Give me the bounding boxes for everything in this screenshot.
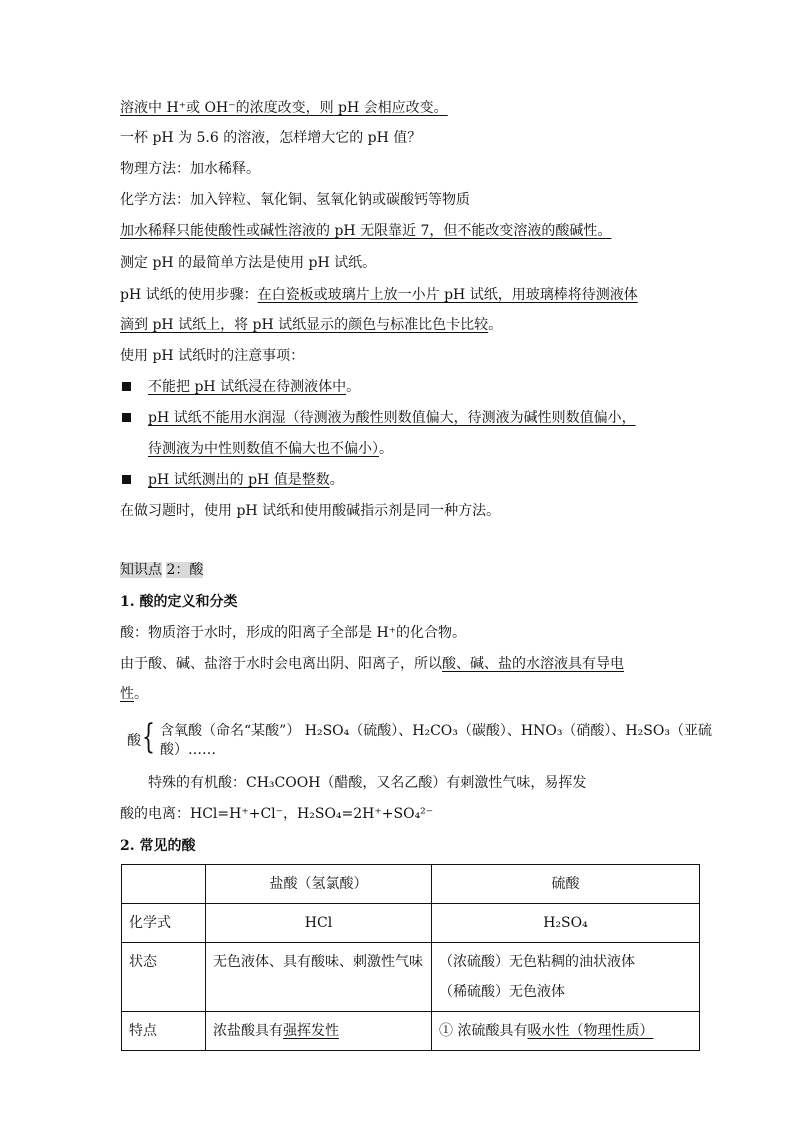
dilution-note-line: 加水稀释只能使酸性或碱性溶液的 pH 无限靠近 7，但不能改变溶液的酸碱性。 xyxy=(120,223,612,239)
ionization-line: 酸的电离：HCl=H⁺+Cl⁻，H₂SO₄=2H⁺+SO₄²⁻ xyxy=(120,806,434,822)
physical-method-line: 物理方法：加水稀释。 xyxy=(120,161,260,177)
table-cell-empty xyxy=(122,865,206,904)
oxyacid-line-2: 酸）…… xyxy=(160,742,216,758)
note-bullet-1: 不能把 pH 试纸浸在待测液体中。 xyxy=(148,379,361,395)
oxyacid-line-1: 含氧酸（命名“某酸”） H₂SO₄（硫酸）、H₂CO₃（碳酸）、HNO₃（硝酸）、H₂SO₃（亚硫 xyxy=(160,723,712,739)
ph-question-line: 一杯 pH 为 5.6 的溶液，怎样增大它的 pH 值？ xyxy=(120,130,422,146)
state-hcl: 无色液体、具有酸味、刺激性气味 xyxy=(206,943,432,1012)
ph-change-line: 溶液中 H⁺或 OH⁻的浓度改变，则 pH 会相应改变。 xyxy=(120,100,448,116)
state-h2so4 xyxy=(432,943,700,1012)
knowledge-point-heading: 知识点 2：酸 xyxy=(120,562,204,578)
square-bullet-icon xyxy=(122,382,131,391)
acid-definition-heading: 1. 酸的定义和分类 xyxy=(120,594,238,610)
acid-definition-line: 酸：物质溶于水时，形成的阳离子全部是 H⁺的化合物。 xyxy=(120,625,467,641)
ph-notes-title: 使用 pH 试纸时的注意事项： xyxy=(120,348,305,364)
header-h2so4: 硫酸 xyxy=(432,865,700,904)
brace-label: 酸 xyxy=(127,733,141,749)
common-acids-table xyxy=(121,864,700,1051)
row-label-state: 状态 xyxy=(122,943,206,1012)
square-bullet-icon xyxy=(122,475,131,484)
note-bullet-3: pH 试纸测出的 pH 值是整数。 xyxy=(148,472,344,488)
header-hcl: 盐酸（氢氯酸） xyxy=(206,865,432,904)
feature-hcl: 浓盐酸具有强挥发性 xyxy=(206,1012,432,1051)
feature-h2so4: ① 浓硫酸具有吸水性（物理性质） xyxy=(432,1012,700,1051)
note-bullet-2-line-2: 待测液为中性则数值不偏大也不偏小）。 xyxy=(148,441,393,457)
conductivity-line-1: 由于酸、碱、盐溶于水时会电离出阴、阳离子，所以酸、碱、盐的水溶液具有导电 xyxy=(120,656,624,672)
row-label-formula: 化学式 xyxy=(122,904,206,943)
ph-steps-line-1: pH 试纸的使用步骤：在白瓷板或玻璃片上放一小片 pH 试纸，用玻璃棒将待测液体 xyxy=(120,287,638,303)
organic-acid-line: 特殊的有机酸：CH₃COOH（醋酸，又名乙酸）有刺激性气味，易挥发 xyxy=(148,775,587,791)
square-bullet-icon xyxy=(122,413,131,422)
conductivity-line-2: 性。 xyxy=(120,686,148,702)
left-brace-icon: { xyxy=(142,717,155,757)
table-row xyxy=(122,865,700,904)
table-row xyxy=(122,943,700,1012)
table-row xyxy=(122,1012,700,1051)
formula-h2so4: H₂SO₄ xyxy=(432,904,700,943)
chemical-method-line: 化学方法：加入锌粒、氧化铜、氢氧化钠或碳酸钙等物质 xyxy=(120,192,470,208)
exercise-note-line: 在做习题时，使用 pH 试纸和使用酸碱指示剂是同一种方法。 xyxy=(120,503,501,519)
ph-paper-line: 测定 pH 的最简单方法是使用 pH 试纸。 xyxy=(120,255,377,271)
common-acids-heading: 2. 常见的酸 xyxy=(120,838,196,854)
note-bullet-2-line-1: pH 试纸不能用水润湿（待测液为酸性则数值偏大，待测液为碱性则数值偏小， xyxy=(148,410,636,426)
state-h2so4-concentrated: （浓硫酸）无色粘稠的油状液体 xyxy=(439,954,635,970)
state-h2so4-dilute: （稀硫酸）无色液体 xyxy=(439,984,565,1000)
row-label-feature: 特点 xyxy=(122,1012,206,1051)
formula-hcl: HCl xyxy=(206,904,432,943)
ph-steps-line-2: 滴到 pH 试纸上，将 pH 试纸显示的颜色与标准比色卡比较。 xyxy=(120,317,503,333)
table-row xyxy=(122,904,700,943)
